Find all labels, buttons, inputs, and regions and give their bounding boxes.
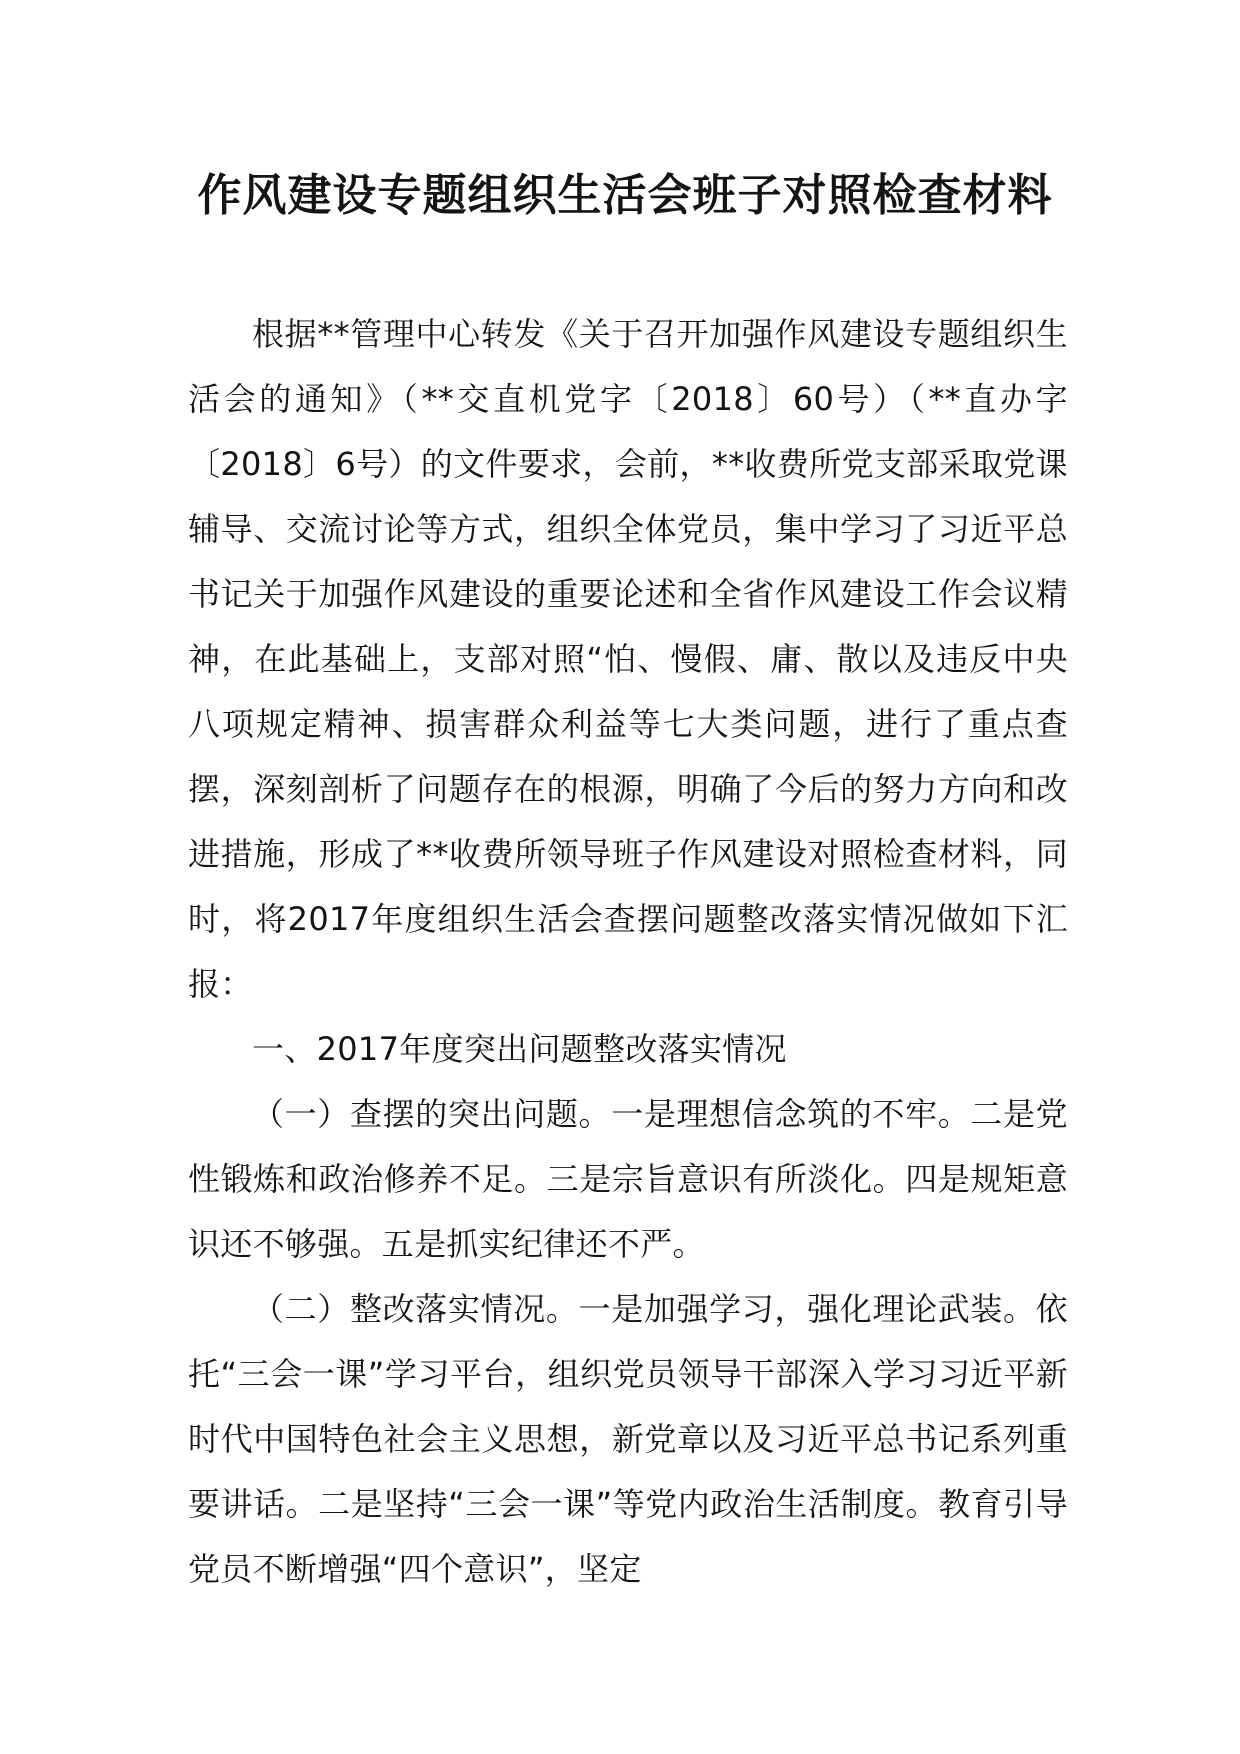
rectification-paragraph: （二）整改落实情况。一是加强学习，强化理论武装。依托“三会一课”学习平台，组织党员领导干部深入学习习近平新时代中国特色社会主义思想，新党章以及习近平总书记系列重要讲话。二是坚持“三会一课”等党内政治生活制度。教育引导党员不断增强“四个意识”，坚定 — [188, 1290, 1068, 1588]
section-heading-1: 一、2017年度突出问题整改落实情况 — [252, 1030, 787, 1068]
document-title: 作风建设专题组织生活会班子对照检查材料 — [197, 170, 1053, 221]
problems-paragraph: （一）查摆的突出问题。一是理想信念筑的不牢。二是党性锻炼和政治修养不足。三是宗旨意识有所淡化。四是规矩意识还不够强。五是抓实纪律还不严。 — [188, 1095, 1068, 1263]
document-body — [188, 302, 1068, 1602]
intro-paragraph: 根据**管理中心转发《关于召开加强作风建设专题组织生活会的通知》（**交直机党字〔2018〕60号）（**直办字〔2018〕6号）的文件要求，会前，**收费所党支部采取党课辅导、交流讨论等方式，组织全体党员，集中学习了习近平总书记关于加强作风建设的重要论述和全省作风建设工作会议精神，在此基础上，支部对照“怕、慢假、庸、散以及违反中央八项规定精神、损害群众利益等七大类问题，进行了重点查摆，深刻剖析了问题存在的根源，明确了今后的努力方向和改进措施，形成了**收费所领导班子作风建设对照检查材料，同时，将2017年度组织生活会查摆问题整改落实情况做如下汇报： — [188, 315, 1068, 1003]
